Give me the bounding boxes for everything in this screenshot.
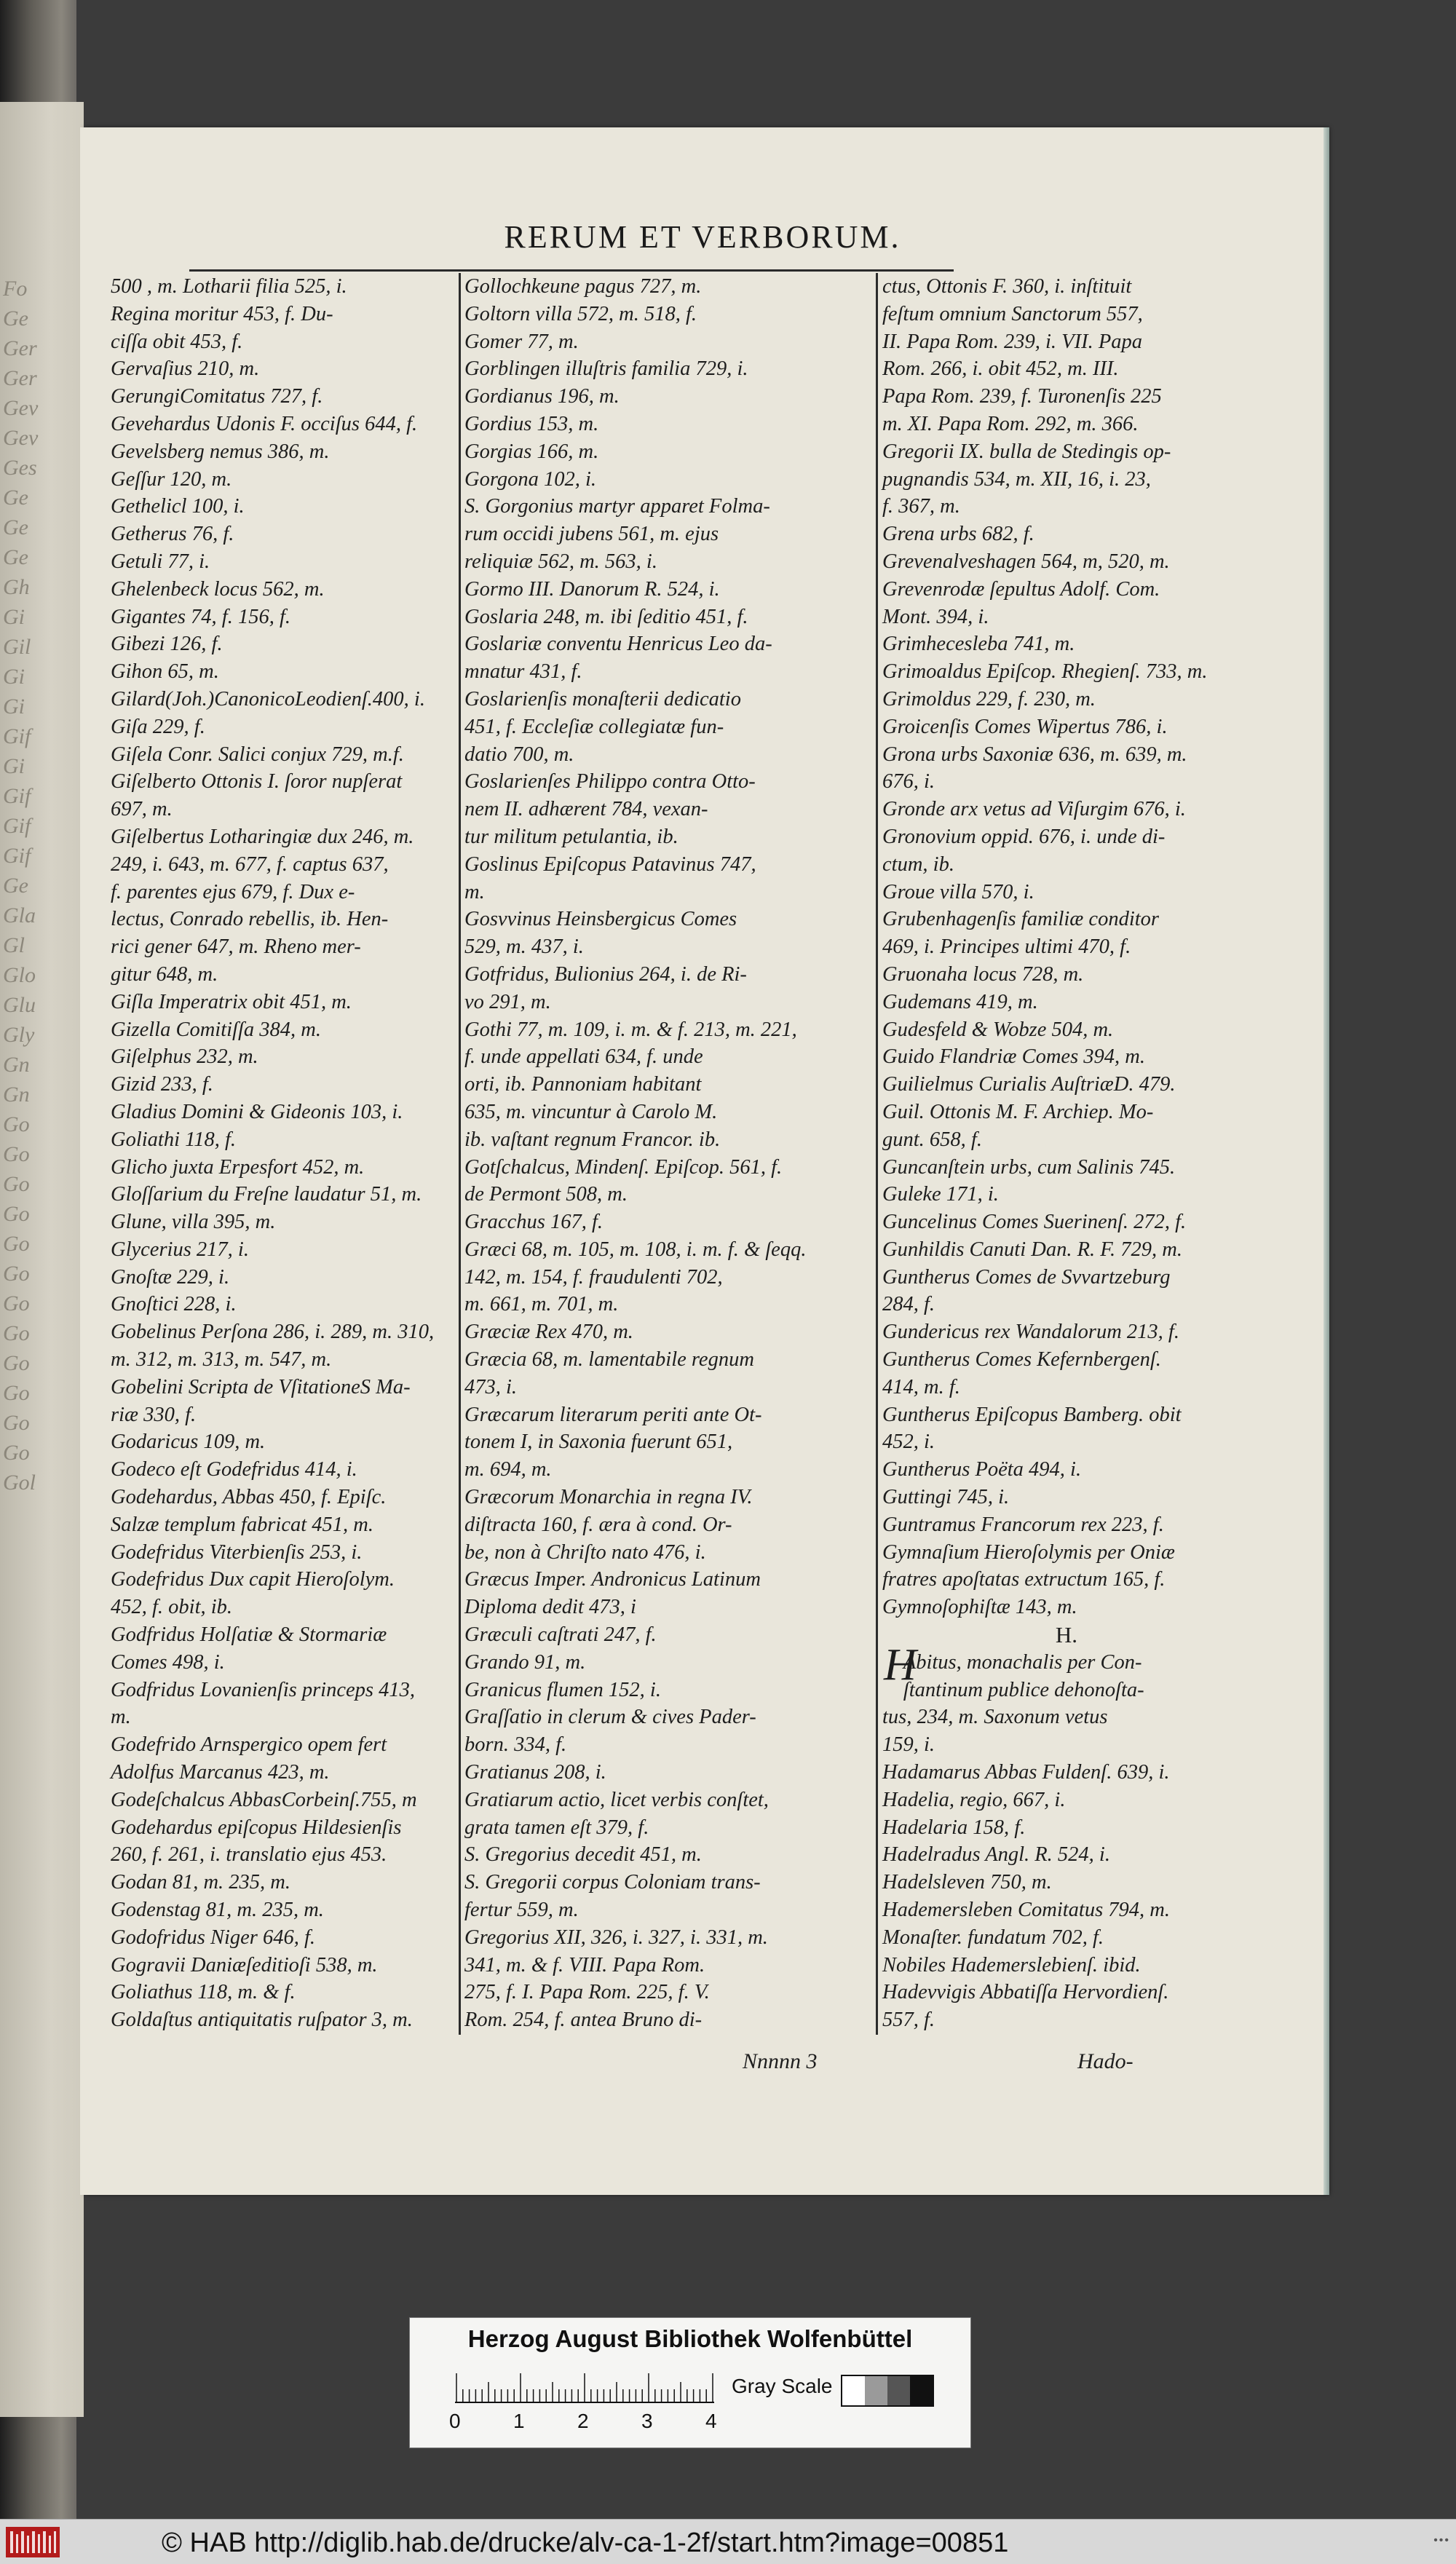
index-entry: gunt. 658, f. <box>882 1128 982 1151</box>
previous-page-text: Gn <box>3 1083 30 1107</box>
index-entry: Grevenalveshagen 564, m, 520, m. <box>882 550 1170 573</box>
index-entry: Gymnoſophiſtæ 143, m. <box>882 1596 1077 1619</box>
previous-page-text: Gev <box>3 396 39 420</box>
index-entry: 284, f. <box>882 1293 935 1316</box>
index-entry: Guido Flandriæ Comes 394, m. <box>882 1045 1146 1069</box>
index-entry: Godfridus Holſatiæ & Stormariæ <box>111 1623 387 1647</box>
index-entry: Godofridus Niger 646, f. <box>111 1926 316 1949</box>
previous-page-text: Gif <box>3 844 31 868</box>
index-entry: Hadevvigis Abbatiſſa Hervordienſ. <box>882 1981 1169 2004</box>
index-entry: Goslarienſis monaſterii dedicatio <box>464 687 741 711</box>
index-entry: gitur 648, m. <box>111 962 218 986</box>
index-entry: Godaricus 109, m. <box>111 1431 266 1454</box>
index-entry: Græcorum Monarchia in regna IV. <box>464 1486 753 1509</box>
ruler <box>454 2369 716 2404</box>
index-entry: born. 334, f. <box>464 1733 567 1757</box>
previous-page-text: Ger <box>3 336 37 360</box>
previous-page-text: Fo <box>3 277 28 301</box>
index-entry: Græcia 68, m. lamentabile regnum <box>464 1348 754 1372</box>
index-entry: Gomer 77, m. <box>464 330 579 353</box>
index-entry: Goslaria 248, m. ibi ſeditio 451, f. <box>464 605 748 628</box>
index-entry: m. 661, m. 701, m. <box>464 1293 619 1316</box>
library-title: Herzog August Bibliothek Wolfenbüttel <box>467 2325 913 2352</box>
scale-number: 4 <box>705 2410 717 2432</box>
previous-page-text: Gn <box>3 1053 30 1077</box>
index-entry: Gundericus rex Wandalorum 213, f. <box>882 1321 1179 1344</box>
index-entry: Græciæ Rex 470, m. <box>464 1321 633 1344</box>
index-entry: 159, i. <box>882 1733 935 1757</box>
index-entry: fratres apoſtatas extructum 165, f. <box>882 1568 1166 1591</box>
index-entry: 142, m. 154, f. fraudulenti 702, <box>464 1265 723 1289</box>
index-entry: Gobelini Scripta de VſitationeS Ma- <box>111 1375 411 1398</box>
index-entry: 697, m. <box>111 798 173 821</box>
index-entry: Gosvvinus Heinsbergicus Comes <box>464 908 737 931</box>
previous-page-text: Gi <box>3 695 25 719</box>
index-entry: tur militum petulantia, ib. <box>464 825 678 848</box>
index-entry: m. XI. Papa Rom. 292, m. 366. <box>882 412 1139 435</box>
index-entry: grata tamen eſt 379, f. <box>464 1816 649 1839</box>
previous-page-text: Ge <box>3 306 28 331</box>
index-entry: 451, f. Eccleſiæ collegiatæ fun- <box>464 715 724 738</box>
index-entry: Hadelaria 158, f. <box>882 1816 1026 1839</box>
index-entry: Giſela Conr. Salici conjux 729, m.f. <box>111 743 404 766</box>
index-entry: Gronde arx vetus ad Viſurgim 676, i. <box>882 798 1186 821</box>
index-entry: reliquiæ 562, m. 563, i. <box>464 550 657 573</box>
index-entry: Guttingi 745, i. <box>882 1486 1010 1509</box>
index-entry: Groicenſis Comes Wipertus 786, i. <box>882 715 1168 738</box>
previous-page-text: Go <box>3 1172 30 1196</box>
copyright-link[interactable]: © HAB http://diglib.hab.de/drucke/alv-ca-1-2f/start.htm?image=00851 <box>162 2528 1009 2558</box>
index-entry: orti, ib. Pannoniam habitant <box>464 1073 702 1096</box>
previous-page-text: Go <box>3 1441 30 1465</box>
previous-page-text: Gh <box>3 575 30 599</box>
index-entry: Guntherus Comes de Svvartzeburg <box>882 1265 1171 1289</box>
index-entry: Guilielmus Curialis AuſtriæD. 479. <box>882 1073 1176 1096</box>
index-entry: Gevehardus Udonis F. occiſus 644, f. <box>111 412 418 435</box>
more-dots-icon: ••• <box>1433 2534 1450 2547</box>
index-entry: Grando 91, m. <box>464 1650 586 1674</box>
index-entry: Gudesfeld & Wobze 504, m. <box>882 1018 1114 1041</box>
index-entry: m. <box>111 1706 131 1729</box>
index-entry: Gethelicl 100, i. <box>111 495 245 518</box>
index-entry: Godenstag 81, m. 235, m. <box>111 1899 324 1922</box>
previous-page-text: Go <box>3 1411 30 1435</box>
index-entry: Gudemans 419, m. <box>882 990 1038 1013</box>
previous-page-text: Gi <box>3 665 25 689</box>
scale-number: 1 <box>513 2410 525 2432</box>
index-entry: Guntherus Epiſcopus Bamberg. obit <box>882 1403 1182 1426</box>
index-entry: 635, m. vincuntur à Carolo M. <box>464 1100 718 1123</box>
gray-scale-label: Gray Scale <box>732 2375 833 2397</box>
scale-number: 2 <box>577 2410 589 2432</box>
previous-page-text: Ge <box>3 874 28 898</box>
index-entry: Godeco eſt Godefridus 414, i. <box>111 1458 357 1481</box>
index-entry: Gigantes 74, f. 156, f. <box>111 605 290 628</box>
previous-page-text: Go <box>3 1351 30 1375</box>
index-entry: pugnandis 534, m. XII, 16, i. 23, <box>882 467 1151 491</box>
index-entry: Gregorii IX. bulla de Stedingis op- <box>882 440 1171 463</box>
index-entry: Goslarienſes Philippo contra Otto- <box>464 770 756 794</box>
index-entry: Getuli 77, i. <box>111 550 210 573</box>
index-entry: Goslariæ conventu Henricus Leo da- <box>464 633 772 656</box>
index-entry: tonem I, in Saxonia fuerunt 651, <box>464 1431 733 1454</box>
index-entry: 529, m. 437, i. <box>464 935 584 959</box>
previous-page-text: Gil <box>3 635 31 659</box>
index-entry: Goslinus Epiſcopus Patavinus 747, <box>464 852 756 876</box>
index-entry: Goltorn villa 572, m. 518, f. <box>464 302 697 325</box>
index-entry: Gruonaha locus 728, m. <box>882 962 1084 986</box>
index-entry: Grimhecesleba 741, m. <box>882 633 1075 656</box>
index-entry: H. <box>1055 1622 1078 1648</box>
index-entry: Hadelsleven 750, m. <box>882 1871 1052 1894</box>
index-entry: Guil. Ottonis M. F. Archiep. Mo- <box>882 1100 1154 1123</box>
index-entry: Gloſſarium du Freſne laudatur 51, m. <box>111 1183 422 1206</box>
index-entry: tus, 234, m. Saxonum vetus <box>882 1706 1108 1729</box>
index-entry: 452, f. obit, ib. <box>111 1596 233 1619</box>
index-entry: be, non à Chriſto nato 476, i. <box>464 1540 706 1564</box>
index-entry: Getherus 76, f. <box>111 523 234 546</box>
index-entry: Gnoſtici 228, i. <box>111 1293 237 1316</box>
index-entry: Guncelinus Comes Suerinenſ. 272, f. <box>882 1211 1187 1234</box>
index-entry: Rom. 254, f. antea Bruno di- <box>464 2009 703 2032</box>
index-entry: Mont. 394, i. <box>882 605 989 628</box>
previous-page-text: Go <box>3 1321 30 1345</box>
index-entry: Hadamarus Abbas Fuldenſ. 639, i. <box>882 1761 1170 1784</box>
previous-page-text: Go <box>3 1291 30 1315</box>
index-entry: Guleke 171, i. <box>882 1183 999 1206</box>
index-entry: vo 291, m. <box>464 990 551 1013</box>
index-column-2 <box>464 273 883 2034</box>
index-entry: II. Papa Rom. 239, i. VII. Papa <box>882 330 1142 353</box>
previous-page-text: Gi <box>3 754 25 778</box>
index-entry: Goldaſtus antiquitatis ruſpator 3, m. <box>111 2009 413 2032</box>
previous-page-text: Go <box>3 1112 30 1136</box>
index-entry: m. 694, m. <box>464 1458 552 1481</box>
previous-page-text: Go <box>3 1202 30 1226</box>
index-column-1 <box>111 273 459 2034</box>
index-entry: Godefridus Dux capit Hieroſolym. <box>111 1568 395 1591</box>
index-entry: Goliathi 118, f. <box>111 1128 237 1151</box>
index-entry: Gordius 153, m. <box>464 412 599 435</box>
index-entry: riæ 330, f. <box>111 1403 197 1426</box>
index-entry: 557, f. <box>882 2009 935 2032</box>
previous-page-text: Ges <box>3 456 37 480</box>
index-entry: ſtantinum publice dehonoſta- <box>903 1678 1144 1701</box>
index-entry: Gorblingen illuſtris familia 729, i. <box>464 357 748 381</box>
index-entry: Godfridus Lovanienſis princeps 413, <box>111 1678 415 1701</box>
index-entry: Godefrido Arnspergico opem fert <box>111 1733 387 1757</box>
index-entry: ciſſa obit 453, f. <box>111 330 243 353</box>
index-entry: Salzæ templum fabricat 451, m. <box>111 1513 373 1536</box>
index-entry: Giſelphus 232, m. <box>111 1045 258 1069</box>
index-entry: Regina moritur 453, f. Du- <box>111 302 333 325</box>
index-entry: de Permont 508, m. <box>464 1183 628 1206</box>
previous-page-text: Gif <box>3 814 31 838</box>
index-entry: 469, i. Principes ultimi 470, f. <box>882 935 1131 959</box>
index-entry: Græculi caſtrati 247, f. <box>464 1623 657 1647</box>
index-entry: m. <box>464 880 485 903</box>
index-entry: Hadelradus Angl. R. 524, i. <box>882 1843 1110 1867</box>
index-entry: Guntherus Poëta 494, i. <box>882 1458 1082 1481</box>
library-color-card <box>409 2317 971 2448</box>
index-entry: Gilard(Joh.)CanonicoLeodienſ.400, i. <box>111 687 425 711</box>
index-entry: Godehardus epiſcopus Hildesienſis <box>111 1816 402 1839</box>
scale-number: 0 <box>449 2410 461 2432</box>
index-entry: Gibezi 126, f. <box>111 633 223 656</box>
index-entry: Glicho juxta Erpesfort 452, m. <box>111 1155 365 1179</box>
index-entry: Ghelenbeck locus 562, m. <box>111 577 325 601</box>
index-entry: diſtracta 160, f. æra à cond. Or- <box>464 1513 732 1536</box>
index-entry: f. 367, m. <box>882 495 960 518</box>
previous-page-text: Ge <box>3 486 28 510</box>
index-entry: 249, i. 643, m. 677, f. captus 637, <box>111 852 389 876</box>
signature-mark: Nnnnn 3 <box>743 2049 818 2073</box>
index-entry: S. Gregorii corpus Coloniam trans- <box>464 1871 761 1894</box>
index-entry: Giſla Imperatrix obit 451, m. <box>111 990 352 1013</box>
index-entry: Gnoſtæ 229, i. <box>111 1265 230 1289</box>
scale-number: 3 <box>641 2410 653 2432</box>
index-entry: Græcarum literarum periti ante Ot- <box>464 1403 762 1426</box>
index-entry: feſtum omnium Sanctorum 557, <box>882 302 1143 325</box>
previous-page-text: Ge <box>3 545 28 569</box>
index-entry: 473, i. <box>464 1375 518 1398</box>
index-entry: datio 700, m. <box>464 743 574 766</box>
index-entry: Gymnaſium Hieroſolymis per Oniæ <box>882 1540 1175 1564</box>
index-entry: Gratianus 208, i. <box>464 1761 606 1784</box>
index-entry: Grimoaldus Epiſcop. Rhegienſ. 733, m. <box>882 660 1208 684</box>
index-entry: lectus, Conrado rebellis, ib. Hen- <box>111 908 389 931</box>
column-rule <box>459 273 461 2035</box>
index-entry: m. 312, m. 313, m. 547, m. <box>111 1348 332 1372</box>
index-entry: Græcus Imper. Andronicus Latinum <box>464 1568 761 1591</box>
index-entry: Giſelbertus Lotharingiæ dux 246, m. <box>111 825 414 848</box>
index-entry: Gollochkeune pagus 727, m. <box>464 275 702 298</box>
index-entry: Giſa 229, f. <box>111 715 205 738</box>
previous-page-text: Gi <box>3 605 25 629</box>
previous-page-text: Gla <box>3 903 36 927</box>
index-entry: S. Gorgonius martyr apparet Folma- <box>464 495 770 518</box>
index-entry: Gormo III. Danorum R. 524, i. <box>464 577 720 601</box>
book-page <box>80 127 1325 2195</box>
index-entry: Gizella Comitiſſa 384, m. <box>111 1018 321 1041</box>
index-entry: S. Gregorius decedit 451, m. <box>464 1843 702 1867</box>
index-entry: Glycerius 217, i. <box>111 1238 249 1261</box>
index-entry: 341, m. & f. VIII. Papa Rom. <box>464 1953 705 1977</box>
index-entry: Diploma dedit 473, i <box>464 1596 636 1619</box>
index-entry: Grona urbs Saxoniæ 636, m. 639, m. <box>882 743 1187 766</box>
index-entry: Abitus, monachalis per Con- <box>903 1650 1142 1674</box>
index-entry: Adolfus Marcanus 423, m. <box>111 1761 330 1784</box>
previous-page-text: Gev <box>3 426 39 450</box>
index-entry: 414, m. f. <box>882 1375 960 1398</box>
previous-page-edge <box>0 102 84 2417</box>
head-rule <box>189 269 954 272</box>
index-column-3 <box>882 273 1232 2034</box>
index-entry: Giſelberto Ottonis I. ſoror nupſerat <box>111 770 403 794</box>
index-entry: 676, i. <box>882 770 935 794</box>
previous-page-text: Gl <box>3 933 25 957</box>
previous-page-text: Gif <box>3 784 31 808</box>
previous-page-text: Gly <box>3 1023 35 1047</box>
index-entry: Godeſchalcus AbbasCorbeinſ.755, m <box>111 1788 417 1811</box>
index-entry: Hademersleben Comitatus 794, m. <box>882 1899 1171 1922</box>
index-entry: nem II. adhærent 784, vexan- <box>464 798 708 821</box>
index-entry: Gizid 233, f. <box>111 1073 213 1096</box>
index-entry: Guntramus Francorum rex 223, f. <box>882 1513 1164 1536</box>
index-entry: Nobiles Hademerslebienſ. ibid. <box>882 1953 1141 1977</box>
index-entry: f. unde appellati 634, f. unde <box>464 1045 703 1069</box>
index-entry: Grimoldus 229, f. 230, m. <box>882 687 1096 711</box>
index-entry: Guncanſtein urbs, cum Salinis 745. <box>882 1155 1176 1179</box>
previous-page-text: Go <box>3 1142 30 1166</box>
index-entry: Goliathus 118, m. & f. <box>111 1981 296 2004</box>
drop-cap: H <box>884 1639 917 1690</box>
previous-page-text: Glu <box>3 993 36 1017</box>
index-entry: Gevelsberg nemus 386, m. <box>111 440 330 463</box>
index-entry: Gobelinus Perſona 286, i. 289, m. 310, <box>111 1321 435 1344</box>
index-entry: 275, f. I. Papa Rom. 225, f. V. <box>464 1981 710 2004</box>
index-entry: ib. vaſtant regnum Francor. ib. <box>464 1128 721 1151</box>
index-entry: Glune, villa 395, m. <box>111 1211 276 1234</box>
index-entry: GerungiComitatus 727, f. <box>111 385 323 408</box>
index-entry: fertur 559, m. <box>464 1899 579 1922</box>
index-entry: Gogravii Daniæſeditioſi 538, m. <box>111 1953 378 1977</box>
index-entry: 260, f. 261, i. translatio ejus 453. <box>111 1843 387 1867</box>
footer-bar <box>0 2519 1456 2564</box>
previous-page-text: Gol <box>3 1471 36 1495</box>
index-entry: Græci 68, m. 105, m. 108, i. m. f. & ſeqq. <box>464 1238 807 1261</box>
index-entry: mnatur 431, f. <box>464 660 582 684</box>
previous-page-text: Gif <box>3 724 31 748</box>
index-entry: Grena urbs 682, f. <box>882 523 1034 546</box>
index-entry: Monaſter. fundatum 702, f. <box>882 1926 1104 1949</box>
column-rule <box>876 273 878 2035</box>
index-entry: Gorgona 102, i. <box>464 467 597 491</box>
previous-page-text: Go <box>3 1262 30 1286</box>
previous-page-text: Ger <box>3 366 37 390</box>
index-entry: Gorgias 166, m. <box>464 440 599 463</box>
catchword: Hado- <box>1077 2049 1133 2073</box>
index-entry: Graſſatio in clerum & cives Pader- <box>464 1706 756 1729</box>
index-entry: Gronovium oppid. 676, i. unde di- <box>882 825 1166 848</box>
index-entry: Grubenhagenſis familiæ conditor <box>882 908 1159 931</box>
index-entry: rici gener 647, m. Rheno mer- <box>111 935 361 959</box>
index-entry: Geſſur 120, m. <box>111 467 232 491</box>
index-entry: f. parentes ejus 679, f. Dux e- <box>111 880 355 903</box>
index-entry: Hadelia, regio, 667, i. <box>882 1788 1066 1811</box>
index-entry: Gregorius XII, 326, i. 327, i. 331, m. <box>464 1926 768 1949</box>
index-entry: Gladius Domini & Gideonis 103, i. <box>111 1100 403 1123</box>
index-entry: Gotfridus, Bulionius 264, i. de Ri- <box>464 962 747 986</box>
index-entry: 500 , m. Lotharii filia 525, i. <box>111 275 347 298</box>
index-entry: Gracchus 167, f. <box>464 1211 603 1234</box>
hab-logo-icon <box>6 2527 60 2557</box>
index-entry: Rom. 266, i. obit 452, m. III. <box>882 357 1119 381</box>
index-entry: rum occidi jubens 561, m. ejus <box>464 523 719 546</box>
index-entry: Gothi 77, m. 109, i. m. & f. 213, m. 221, <box>464 1018 797 1041</box>
index-entry: Godefridus Viterbienſis 253, i. <box>111 1540 363 1564</box>
index-entry: Gihon 65, m. <box>111 660 219 684</box>
index-entry: Guntherus Comes Kefernbergenſ. <box>882 1348 1161 1372</box>
gray-swatch <box>910 2376 933 2405</box>
index-entry: Grevenrodæ ſepultus Adolf. Com. <box>882 577 1160 601</box>
gray-scale-swatches <box>841 2375 934 2407</box>
previous-page-text: Go <box>3 1381 30 1405</box>
previous-page-text: Ge <box>3 515 28 539</box>
index-entry: ctum, ib. <box>882 852 954 876</box>
page-edge <box>1324 127 1329 2195</box>
index-entry: ctus, Ottonis F. 360, i. inſtituit <box>882 275 1132 298</box>
ruler-ticks-icon <box>454 2369 716 2404</box>
index-entry: Granicus flumen 152, i. <box>464 1678 661 1701</box>
index-entry: Gordianus 196, m. <box>464 385 620 408</box>
running-head: RERUM ET VERBORUM. <box>504 219 901 255</box>
index-entry: 452, i. <box>882 1431 935 1454</box>
index-entry: Gunhildis Canuti Dan. R. F. 729, m. <box>882 1238 1182 1261</box>
index-entry: Papa Rom. 239, f. Turonenſis 225 <box>882 385 1162 408</box>
index-entry: Gratiarum actio, licet verbis conſtet, <box>464 1788 769 1811</box>
gray-swatch <box>887 2376 910 2405</box>
index-entry: Godehardus, Abbas 450, f. Epiſc. <box>111 1486 387 1509</box>
index-entry: Groue villa 570, i. <box>882 880 1034 903</box>
index-entry: Comes 498, i. <box>111 1650 225 1674</box>
gray-swatch <box>865 2376 887 2405</box>
index-entry: Gotſchalcus, Mindenſ. Epiſcop. 561, f. <box>464 1155 783 1179</box>
index-entry: Godan 81, m. 235, m. <box>111 1871 290 1894</box>
index-entry: Gervaſius 210, m. <box>111 357 260 381</box>
previous-page-text: Glo <box>3 963 36 987</box>
gray-swatch <box>842 2376 865 2405</box>
previous-page-text: Go <box>3 1232 30 1256</box>
